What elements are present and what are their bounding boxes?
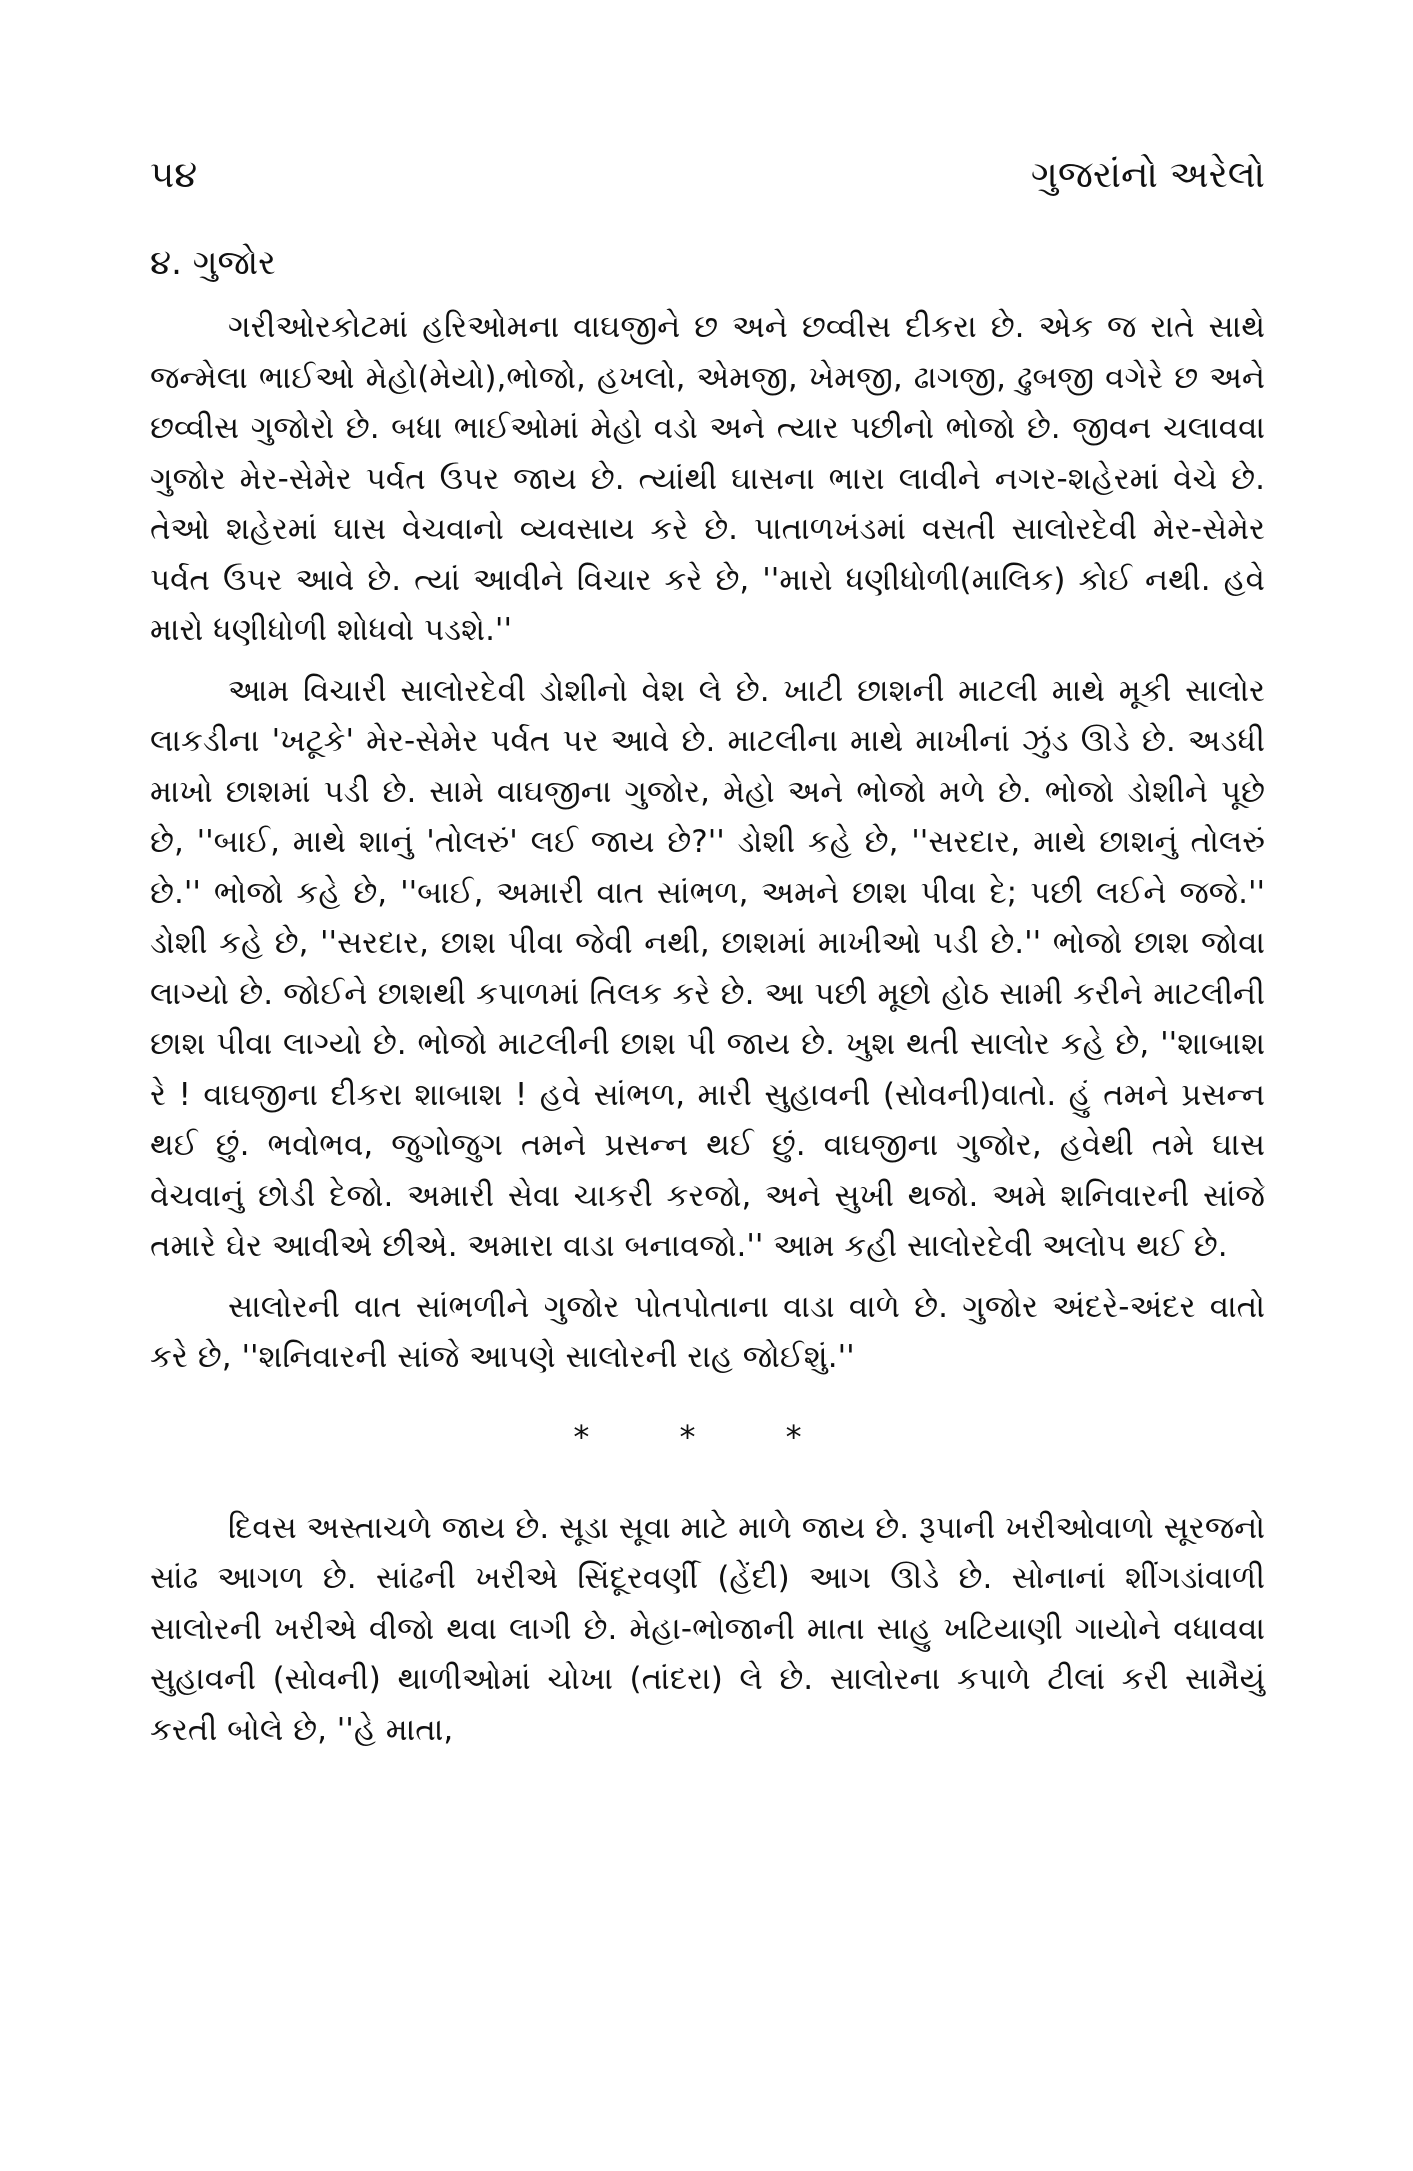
paragraph: ગરીઓરકોટમાં હરિઓમના વાઘજીને છ અને છવ્વીસ દીકરા છે. એક જ રાતે સાથે જન્મેલા ભાઈઓ મેહો(મેયો),ભોજો, હખલો, એમજી, ખેમજી, ઢાગજી, ઢુબજી વગેરે છ અને છવ્વીસ ગુજોરો છે. બધા ભાઈઓમાં મેહો વડો અને ત્યાર પછીનો ભોજો છે. જીવન ચલાવવા ગુજોર મેર-સેમેર પર્વત ઉપર જાય છે. ત્યાંથી ઘાસના ભારા લાવીને નગર-શહેરમાં વેચે છે. તેઓ શહેરમાં ઘાસ વેચવાનો વ્યવસાય કરે છે. પાતાળખંડમાં વસતી સાલોરદેવી મેર-સેમેર પર્વત ઉપર આવે છે. ત્યાં આવીને વિચાર કરે છે, ''મારો ધણીધોળી(માલિક) કોઈ નથી. હવે મારો ધણીધોળી શોધવો પડશે.'' — [150, 309, 1265, 648]
paragraph: આમ વિચારી સાલોરદેવી ડોશીનો વેશ લે છે. ખાટી છાશની માટલી માથે મૂકી સાલોર લાકડીના 'ખટૂકે' મેર-સેમેર પર્વત પર આવે છે. માટલીના માથે માખીનાં ઝુંડ ઊડે છે. અડધી માખો છાશમાં પડી છે. સામે વાઘજીના ગુજોર, મેહો અને ભોજો મળે છે. ભોજો ડોશીને પૂછે છે, ''બાઈ, માથે શાનું 'તોલરું' લઈ જાય છે?'' ડોશી કહે છે, ''સરદાર, માથે છાશનું તોલરું છે.'' ભોજો કહે છે, ''બાઈ, અમારી વાત સાંભળ, અમને છાશ પીવા દે; પછી લઈને જજે.'' ડોશી કહે છે, ''સરદાર, છાશ પીવા જેવી નથી, છાશમાં માખીઓ પડી છે.'' ભોજો છાશ જોવા લાગ્યો છે. જોઈને છાશથી કપાળમાં તિલક કરે છે. આ પછી મૂછો હોઠ સામી કરીને માટલીની છાશ પીવા લાગ્યો છે. ભોજો માટલીની છાશ પી જાય છે. ખુશ થતી સાલોર કહે છે, ''શાબાશ રે ! વાઘજીના દીકરા શાબાશ ! હવે સાંભળ, મારી સુહાવની (સોવની)વાતો. હું તમને પ્રસન્ન થઈ છું. ભવોભવ, જુગોજુગ તમને પ્રસન્ન થઈ છું. વાઘજીના ગુજોર, હવેથી તમે ઘાસ વેચવાનું છોડી દેજો. અમારી સેવા ચાકરી કરજો, અને સુખી થજો. અમે શનિવારની સાંજે તમારે ઘેર આવીએ છીએ. અમારા વાડા બનાવજો.'' આમ કહી સાલોરદેવી અલોપ થઈ છે. — [150, 672, 1265, 1264]
running-title: ગુજરાંનો અરેલો — [1030, 153, 1265, 196]
section-separator: * * * — [573, 1417, 842, 1456]
page-number: ૫૪ — [150, 153, 198, 196]
section-title: ૪. ગુજોર — [150, 243, 276, 283]
book-page — [150, 150, 1265, 1755]
paragraph: દિવસ અસ્તાચળે જાય છે. સૂડા સૂવા માટે માળે જાય છે. રૂપાની ખરીઓવાળો સૂરજનો સાંઢ આગળ છે. સાંઢની ખરીએ સિંદૂરવર્ણી (હેંદી) આગ ઊડે છે. સોનાનાં શીંગડાંવાળી સાલોરની ખરીએ વીજો થવા લાગી છે. મેહા-ભોજાની માતા સાહુ ખટિયાણી ગાયોને વધાવવા સુહાવની (સોવની) થાળીઓમાં ચોખા (તાંદરા) લે છે. સાલોરના કપાળે ટીલાં કરી સામૈયું કરતી બોલે છે, ''હે માતા, — [150, 1509, 1265, 1748]
page-header — [150, 150, 1265, 200]
paragraph: સાલોરની વાત સાંભળીને ગુજોર પોતપોતાના વાડા વાળે છે. ગુજોર અંદરે-અંદર વાતો કરે છે, ''શનિવારની સાંજે આપણે સાલોરની રાહ જોઈશું.'' — [150, 1288, 1265, 1375]
